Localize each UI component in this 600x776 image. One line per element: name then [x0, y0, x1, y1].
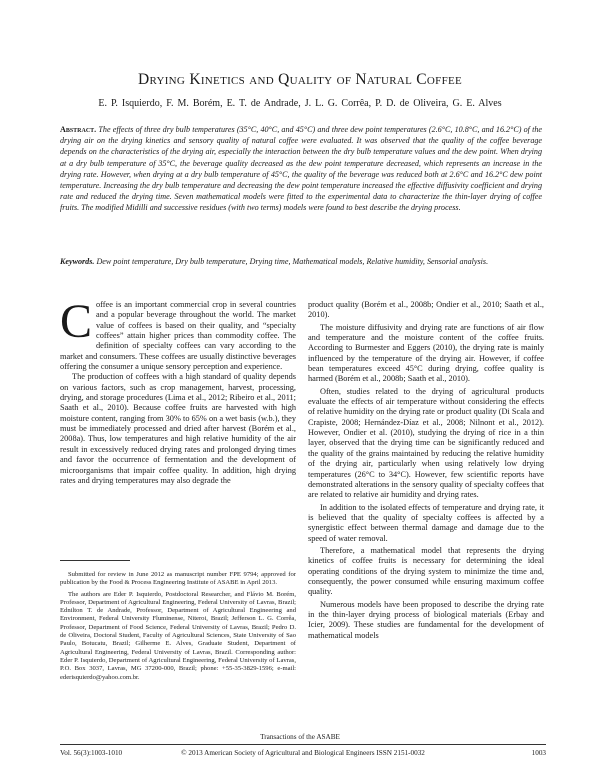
abstract: [60, 124, 542, 214]
volume-info: Vol. 56(3):1003-1010: [60, 749, 123, 757]
abstract-text: The effects of three dry bulb temperatures (35°C, 40°C, and 45°C) and three dew point temperatures (2.6°C, 10.8°C, and 16.2°C) of the drying air on the drying kinetics and sensory quality of natural coffee were evaluated. It was observed that the quality of the coffee beverage depends on the characteristics of the drying air, especially the interaction between the dry bulb temperature values and the dew point. When drying at a dry bulb temperature of 35°C, the beverage quality decreased as the dew point temperature decreased, which represents an increase in the drying rate. However, when drying at a dry bulb temperature of 45°C, the quality of the beverage was reduced both at 2.6°C and 16.2°C dew point temperature. Increasing the dry bulb temperature and decreasing the dew point temperature increased the effective diffusivity coefficient and drying rate and reduced the drying time. Seven mathematical models were fitted to the experimental data to characterize the thin-layer drying of coffee fruits. The modified Midilli and successive residues (with two terms) models were found to best describe the drying process.: [60, 125, 542, 213]
body-paragraph: product quality (Borém et al., 2008b; Ondier et al., 2010; Saath et al., 2010).: [308, 300, 544, 320]
drop-cap: C: [60, 295, 93, 348]
journal-name: Transactions of the ASABE: [260, 733, 340, 741]
keywords-label: Keywords.: [60, 257, 95, 266]
author-name: , P. D. de Oliveira: [369, 98, 446, 109]
keywords-text: Dew point temperature, Dry bulb temperature, Drying time, Mathematical models, Relative humidity, Sensorial analysis.: [96, 257, 489, 266]
abstract-label: Abstract.: [60, 125, 97, 134]
footnotes: [60, 571, 296, 685]
author-name: , J. L. G. Corrêa: [298, 98, 368, 109]
footnote-rule: [60, 560, 130, 561]
page-number: 1003: [531, 749, 546, 757]
body-paragraph: The production of coffees with a high standard of quality depends on various factors, such as crop management, harvest, processing, drying, and storage procedures (Lima et al., 2012; Ribeiro et al., 2011; Saath et al., 2010). Because coffee fruits are harvested with high moisture content, ranging from 30% to 65% on a wet basis (w.b.), they must be immediately processed and dried after harvest (Borém et al., 2008a). Thus, low temperatures and high relative humidity of the air result in excessively reduced drying rates and prolonged drying times and favor the occurrence of fermentation and the development of microorganisms that impair coffee quality. In addition, high drying rates and drying temperatures may also degrade the: [60, 372, 296, 485]
body-paragraph: [60, 295, 296, 372]
keywords: [60, 256, 542, 267]
body-paragraph: Often, studies related to the drying of agricultural products evaluate the effects of air temperature without considering the effects of relative humidity on the drying rate or product quality (Di Scala and Crapiste, 2008; Hernández-Díaz et al., 2008; Nilnont et al., 2012). However, Ondier et al. (2010), studying the drying of rice in a thin layer, observed that the drying time can be significantly reduced and the quality of the grains maintained by reducing the relative humidity of the drying air, particularly when using relatively low drying temperatures (26°C to 34°C). However, few scientific reports have demonstrated alterations in the sensory quality of specialty coffees that are related to relative air humidity and drying rates.: [308, 386, 544, 500]
copyright: © 2013 American Society of Agricultural and Biological Engineers ISSN 2151-0032: [181, 749, 425, 757]
body-paragraph: The moisture diffusivity and drying rate are functions of air flow and temperature and the moisture content of the coffee fruits. According to Burmester and Eggers (2010), the drying rate is mainly influenced by the temperature of the drying air. However, if coffee bean temperatures exceed 45°C during drying, coffee quality is harmed (Borém et al., 2008b; Saath et al., 2010).: [308, 322, 544, 384]
body-paragraph: In addition to the isolated effects of temperature and drying rate, it is believed that the quality of specialty coffees is affected by a synergistic effect between thermal damage and damage due to the speed of water removal.: [308, 502, 544, 543]
author-name: , F. M. Borém: [160, 98, 220, 109]
author-name: , E. T. de Andrade: [220, 98, 298, 109]
body-column-left: [60, 295, 296, 486]
body-paragraph: Therefore, a mathematical model that represents the drying kinetics of coffee fruits is necessary for determining the ideal operating conditions of the drying system to minimize the time and, consequently, the power consumed while ensuring maximum coffee quality.: [308, 545, 544, 597]
footnote: The authors are Eder P. Isquierdo, Postdoctoral Researcher, and Flávio M. Borém, Professor, Department of Agricultural Engineering, Federal University of Lavras, Brazil; Ednilton T. de Andrade, Professor, Department of Agricultural Engineering and Environment, Federal University Fluminense, Niteroi, Brazil; Jefferson L. G. Corrêa, Professor, Department of Food Science, Federal University of Lavras, Brazil; Pedro D. de Oliveira, Doctoral Student, Faculty of Agricultural Sciences, State University of Sao Paulo, Botucatu, Brazil; Gilherme E. Alves, Graduate Student, Department of Agricultural Engineering, Federal University of Lavras, Brazil. Corresponding author: Eder P. Isquierdo, Department of Agricultural Engineering, Federal University of Lavras, P.O. Box 3037, Lavras, MG 37200-000, Brazil; phone: +55-35-3829-1596; e-mail: ederisquierdo@yahoo.com.br.: [60, 590, 296, 681]
author-name: , G. E. Alves: [446, 98, 502, 109]
body-column-right: [308, 300, 544, 643]
footer-rule: [60, 744, 546, 745]
paper-title: Drying Kinetics and Quality of Natural Coffee: [137, 71, 463, 88]
footnote: Submitted for review in June 2012 as manuscript number FPE 9794; approved for publication by the Food & Process Engineering Institute of ASABE in April 2013.: [60, 571, 296, 587]
author-list: [0, 98, 600, 109]
paragraph-text: offee is an important commercial crop in several countries and a popular beverage throughout the world. The market value of coffees is based on their quality, and “specialty coffees” attain higher prices than commodity coffee. The definition of specialty coffees can vary according to the market and consumers. These coffees are usually distinctive beverages offering the consumer a unique sensory perception and experience.: [60, 300, 296, 372]
author-name: E. P. Isquierdo: [98, 98, 160, 109]
body-paragraph: Numerous models have been proposed to describe the drying rate in the thin-layer drying process of biological materials (Erbay and Icier, 2009). These studies are fundamental for the development of mathematical models: [308, 599, 544, 640]
